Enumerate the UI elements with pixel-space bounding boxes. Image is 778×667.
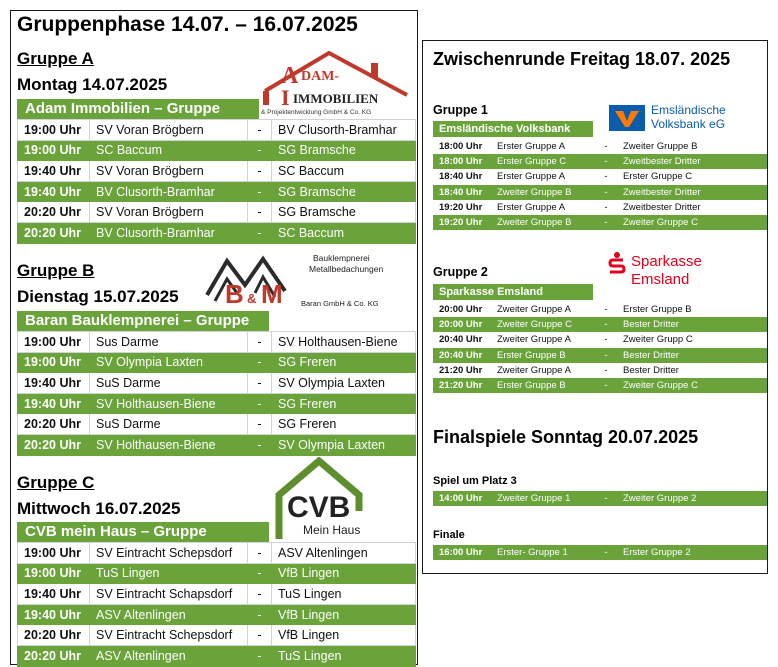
table-row — [433, 154, 767, 169]
match-home: Erster Gruppe C — [491, 154, 595, 169]
match-separator: - — [248, 414, 272, 435]
match-home: BV Clusorth-Bramhar — [90, 181, 248, 202]
table-row — [18, 373, 416, 394]
cvb-big-text: CVB — [287, 491, 351, 524]
match-home: SuS Darme — [90, 414, 248, 435]
match-time: 21:20 Uhr — [433, 378, 491, 393]
match-home: SV Holthausen-Biene — [90, 393, 248, 414]
table-row — [433, 317, 767, 332]
match-separator: - — [248, 393, 272, 414]
match-time: 20:40 Uhr — [433, 348, 491, 363]
match-away: SG Bramsche — [272, 202, 416, 223]
table-row — [18, 393, 416, 414]
match-time: 20:20 Uhr — [18, 222, 90, 243]
match-time: 21:20 Uhr — [433, 363, 491, 378]
match-home: Zweiter Gruppe A — [491, 302, 595, 317]
group-1-title: Gruppe 1 — [433, 103, 488, 117]
adam-line1: DAM- — [301, 69, 340, 84]
match-separator: - — [248, 563, 272, 584]
match-away: Zweitbester Dritter — [617, 185, 767, 200]
match-separator: - — [248, 604, 272, 625]
match-home: SV Olympia Laxten — [90, 352, 248, 373]
group-b-sponsor-bar: Baran Bauklempnerei – Gruppe — [17, 311, 269, 331]
match-time: 19:20 Uhr — [433, 200, 491, 215]
match-home: SuS Darme — [90, 373, 248, 394]
match-home: SV Voran Brögbern — [90, 161, 248, 182]
match-time: 19:40 Uhr — [18, 393, 90, 414]
match-away: VfB Lingen — [272, 625, 416, 646]
match-separator: - — [248, 161, 272, 182]
table-row — [433, 332, 767, 347]
group-b-title: Gruppe B — [17, 261, 95, 280]
match-away: TuS Lingen — [272, 584, 416, 605]
table-row — [433, 348, 767, 363]
match-away: SV Olympia Laxten — [272, 434, 416, 455]
match-time: 20:20 Uhr — [18, 202, 90, 223]
table-row — [18, 625, 416, 646]
match-home: SV Holthausen-Biene — [90, 434, 248, 455]
adam-immobilien-logo — [259, 51, 411, 119]
match-away: Erster Gruppe 2 — [617, 545, 767, 560]
match-away: SC Baccum — [272, 222, 416, 243]
match-separator: - — [595, 317, 617, 332]
match-home: Erster Gruppe B — [491, 378, 595, 393]
table-row — [18, 181, 416, 202]
match-separator: - — [595, 545, 617, 560]
bm-line2: Metallbedachungen — [309, 264, 384, 274]
sparkasse-line1: Sparkasse — [631, 253, 702, 270]
match-home: SV Voran Brögbern — [90, 120, 248, 141]
match-home: SV Eintracht Schepsdorf — [90, 543, 248, 564]
group-c-date: Mittwoch 16.07.2025 — [17, 499, 181, 518]
table-row — [18, 414, 416, 435]
group-1-sponsor-bar: Emsländische Volksbank — [433, 121, 593, 137]
match-home: SV Voran Brögbern — [90, 202, 248, 223]
match-separator: - — [595, 348, 617, 363]
match-home: Zweiter Gruppe B — [491, 215, 595, 230]
match-separator: - — [248, 645, 272, 666]
baran-bm-logo — [205, 249, 405, 311]
table-row — [18, 543, 416, 564]
match-time: 20:20 Uhr — [18, 434, 90, 455]
group-b-schedule — [17, 331, 416, 456]
table-row — [18, 563, 416, 584]
table-row — [18, 161, 416, 182]
match-time: 20:20 Uhr — [18, 645, 90, 666]
match-home: Erster Gruppe A — [491, 200, 595, 215]
match-time: 18:40 Uhr — [433, 169, 491, 184]
volksbank-logo — [609, 103, 759, 137]
volksbank-icon — [609, 103, 645, 133]
match-time: 18:40 Uhr — [433, 185, 491, 200]
match-away: Bester Dritter — [617, 363, 767, 378]
match-away: VfB Lingen — [272, 563, 416, 584]
sparkasse-logo — [607, 251, 757, 297]
match-time: 18:00 Uhr — [433, 139, 491, 154]
table-row — [433, 363, 767, 378]
group-b-rows — [18, 332, 416, 456]
bm-sub: Baran GmbH & Co. KG — [301, 299, 379, 308]
finals-title: Finalspiele Sonntag 20.07.2025 — [433, 427, 699, 447]
match-separator: - — [595, 215, 617, 230]
adam-line2: IMMOBILIEN — [293, 91, 379, 106]
group-2-title: Gruppe 2 — [433, 265, 488, 279]
match-time: 19:00 Uhr — [18, 332, 90, 353]
volksbank-line1: Emsländische — [651, 103, 726, 117]
group-a-date: Montag 14.07.2025 — [17, 75, 168, 94]
match-away: SG Bramsche — [272, 140, 416, 161]
table-row — [433, 491, 767, 506]
match-separator: - — [595, 200, 617, 215]
match-home: SV Eintracht Schepsdorf — [90, 625, 248, 646]
match-time: 20:20 Uhr — [18, 414, 90, 435]
match-time: 19:00 Uhr — [18, 120, 90, 141]
group-2-rows — [433, 302, 767, 393]
match-home: SC Baccum — [90, 140, 248, 161]
match-separator: - — [248, 434, 272, 455]
match-separator: - — [595, 139, 617, 154]
table-row — [18, 352, 416, 373]
match-home: TuS Lingen — [90, 563, 248, 584]
final-label: Finale — [433, 529, 465, 541]
table-row — [18, 584, 416, 605]
match-away: SG Freren — [272, 393, 416, 414]
match-away: VfB Lingen — [272, 604, 416, 625]
table-row — [433, 139, 767, 154]
table-row — [18, 604, 416, 625]
third-place-label: Spiel um Platz 3 — [433, 475, 517, 487]
match-separator: - — [248, 584, 272, 605]
match-away: Zweiter Gruppe C — [617, 378, 767, 393]
group-c-rows — [18, 543, 416, 667]
match-away: Zweiter Gruppe C — [617, 215, 767, 230]
match-time: 19:40 Uhr — [18, 373, 90, 394]
bm-ampersand: & — [247, 291, 257, 306]
table-row — [18, 434, 416, 455]
match-away: SC Baccum — [272, 161, 416, 182]
table-row — [18, 645, 416, 666]
table-row — [18, 222, 416, 243]
match-away: SV Holthausen-Biene — [272, 332, 416, 353]
match-separator: - — [248, 352, 272, 373]
match-away: Zweiter Gruppe 2 — [617, 491, 767, 506]
match-home: Erster Gruppe A — [491, 139, 595, 154]
match-time: 20:00 Uhr — [433, 302, 491, 317]
sparkasse-line2: Emsland — [631, 271, 690, 288]
match-away: ASV Altenlingen — [272, 543, 416, 564]
match-time: 19:00 Uhr — [18, 543, 90, 564]
match-separator: - — [248, 181, 272, 202]
match-separator: - — [595, 169, 617, 184]
intermediate-round-panel — [422, 40, 768, 574]
match-home: Zweiter Gruppe B — [491, 185, 595, 200]
table-row — [433, 378, 767, 393]
match-away: Bester Dritter — [617, 317, 767, 332]
match-home: Sus Darme — [90, 332, 248, 353]
match-home: ASV Altenlingen — [90, 604, 248, 625]
match-time: 19:40 Uhr — [18, 181, 90, 202]
group-a-title: Gruppe A — [17, 49, 94, 68]
cvb-small-text: Mein Haus — [303, 523, 361, 537]
match-separator: - — [595, 302, 617, 317]
match-home: ASV Altenlingen — [90, 645, 248, 666]
match-home: Zweiter Gruppe A — [491, 332, 595, 347]
match-away: Bester Dritter — [617, 348, 767, 363]
match-separator: - — [595, 378, 617, 393]
match-time: 19:40 Uhr — [18, 584, 90, 605]
match-away: Zweiter Gruppe B — [617, 139, 767, 154]
match-separator: - — [595, 491, 617, 506]
match-time: 20:20 Uhr — [18, 625, 90, 646]
match-separator: - — [248, 373, 272, 394]
match-away: BV Clusorth-Bramhar — [272, 120, 416, 141]
match-separator: - — [595, 363, 617, 378]
match-away: SG Freren — [272, 414, 416, 435]
match-away: SG Bramsche — [272, 181, 416, 202]
match-time: 19:40 Uhr — [18, 161, 90, 182]
group-b-date: Dienstag 15.07.2025 — [17, 287, 179, 306]
match-separator: - — [248, 543, 272, 564]
match-separator: - — [248, 140, 272, 161]
third-place-match — [433, 491, 767, 506]
match-home: Zweiter Gruppe 1 — [491, 491, 595, 506]
match-away: Erster Gruppe C — [617, 169, 767, 184]
match-time: 20:00 Uhr — [433, 317, 491, 332]
final-match — [433, 545, 767, 560]
match-time: 20:40 Uhr — [433, 332, 491, 347]
bm-line1: Bauklempnerei — [313, 253, 370, 263]
group-a-schedule — [17, 119, 416, 244]
group-1-schedule — [433, 139, 767, 230]
match-away: Erster Gruppe B — [617, 302, 767, 317]
group-c-title: Gruppe C — [17, 473, 95, 492]
match-home: Zweiter Gruppe C — [491, 317, 595, 332]
intermediate-round-title: Zwischenrunde Freitag 18.07. 2025 — [433, 49, 731, 69]
table-row — [433, 545, 767, 560]
table-row — [18, 202, 416, 223]
table-row — [18, 332, 416, 353]
match-home: BV Clusorth-Bramhar — [90, 222, 248, 243]
match-away: Zweitbester Dritter — [617, 200, 767, 215]
group-a-rows — [18, 120, 416, 244]
match-separator: - — [595, 332, 617, 347]
table-row — [433, 215, 767, 230]
adam-initial-a: A — [281, 63, 299, 89]
match-away: Zweitbester Dritter — [617, 154, 767, 169]
adam-sub: & Projektentwicklung GmbH & Co. KG — [261, 109, 372, 116]
match-separator: - — [595, 185, 617, 200]
match-home: Erster Gruppe B — [491, 348, 595, 363]
table-row — [433, 200, 767, 215]
match-time: 19:00 Uhr — [18, 352, 90, 373]
match-home: SV Eintracht Schapsdorf — [90, 584, 248, 605]
group-phase-title: Gruppenphase 14.07. – 16.07.2025 — [17, 13, 358, 36]
table-row — [433, 302, 767, 317]
match-separator: - — [248, 202, 272, 223]
match-away: Zweiter Grupp C — [617, 332, 767, 347]
match-time: 19:40 Uhr — [18, 604, 90, 625]
match-away: TuS Lingen — [272, 645, 416, 666]
match-separator: - — [248, 222, 272, 243]
match-time: 16:00 Uhr — [433, 545, 491, 560]
sparkasse-s-icon — [607, 251, 627, 277]
cvb-mein-haus-logo — [273, 457, 365, 541]
group-phase-panel — [10, 10, 418, 665]
match-time: 14:00 Uhr — [433, 491, 491, 506]
table-row — [18, 140, 416, 161]
volksbank-line2: Volksbank eG — [651, 117, 726, 131]
group-c-schedule — [17, 542, 416, 667]
match-home: Erster- Gruppe 1 — [491, 545, 595, 560]
adam-initial-i: I — [281, 85, 290, 110]
match-separator: - — [248, 625, 272, 646]
match-time: 19:20 Uhr — [433, 215, 491, 230]
match-separator: - — [248, 332, 272, 353]
bm-letter-m: M — [261, 279, 283, 309]
match-time: 19:00 Uhr — [18, 563, 90, 584]
group-2-sponsor-bar: Sparkasse Emsland — [433, 284, 593, 300]
match-time: 19:00 Uhr — [18, 140, 90, 161]
match-away: SG Freren — [272, 352, 416, 373]
table-row — [433, 169, 767, 184]
table-row — [18, 120, 416, 141]
match-home: Erster Gruppe A — [491, 169, 595, 184]
match-time: 18:00 Uhr — [433, 154, 491, 169]
table-row — [433, 185, 767, 200]
group-1-rows — [433, 139, 767, 230]
group-a-sponsor-bar: Adam Immobilien – Gruppe — [17, 99, 259, 119]
match-separator: - — [595, 154, 617, 169]
match-away: SV Olympia Laxten — [272, 373, 416, 394]
bm-letter-b: B — [225, 279, 244, 309]
group-2-schedule — [433, 302, 767, 393]
group-c-sponsor-bar: CVB mein Haus – Gruppe — [17, 522, 269, 542]
match-separator: - — [248, 120, 272, 141]
match-home: Zweiter Gruppe A — [491, 363, 595, 378]
